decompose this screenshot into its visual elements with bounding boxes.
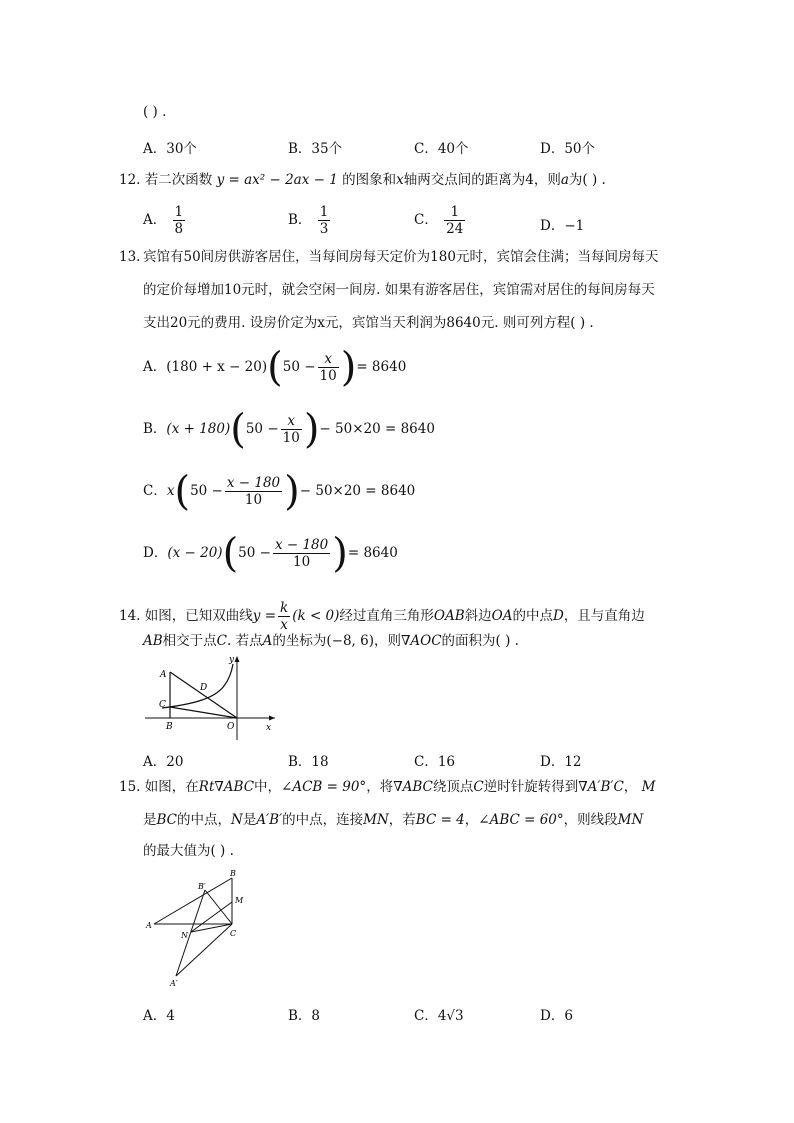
q14-option-b[interactable]: B．18 xyxy=(288,754,329,770)
q13-option-a[interactable]: A．(180 + x − 20)(50 − $\frac{x}{10}$ )= 8640 xyxy=(143,344,407,391)
q13-line-1: 宾馆有50间房供游客居住，当每间房每天定价为180元时，宾馆会住满；当每间房每天 xyxy=(143,249,659,265)
left-paren: ( xyxy=(222,530,239,577)
q15-l2-g: ，则线段 xyxy=(563,812,618,828)
q15-mn-2: MN xyxy=(617,812,644,828)
q15-l1-d: 绕顶点 xyxy=(432,779,474,795)
left-paren: ( xyxy=(230,406,246,453)
left-paren: ( xyxy=(267,344,283,391)
q15-figure xyxy=(140,866,260,990)
q13-c-pre: x xyxy=(166,483,175,499)
q12-option-c-fraction xyxy=(444,204,465,237)
q13-option-d[interactable]: D．(x − 20)(50 − $\frac{x - 180}{10}$ )= 8640 xyxy=(143,530,398,577)
q12-option-b-letter: B． xyxy=(288,212,312,228)
numerator: k xyxy=(280,600,289,616)
q14-l2-b: . 若点 xyxy=(227,633,263,649)
q14-coord: (−8, 6) xyxy=(326,633,374,649)
label-m: M xyxy=(235,896,244,905)
denominator: 10 xyxy=(282,430,300,446)
q12-text-c: 轴两交点间的距离为4，则 xyxy=(403,172,561,188)
q15-option-c[interactable] xyxy=(414,1004,464,1024)
q13-number: 13. xyxy=(119,249,141,265)
numerator: 1 xyxy=(174,204,184,220)
q15-C: C xyxy=(473,779,484,795)
q15-stem-line-2 xyxy=(143,814,643,828)
q14-l2-e: ，则 xyxy=(373,633,401,649)
q14-cond: (k < 0) xyxy=(292,608,340,624)
q12-option-a[interactable] xyxy=(143,204,187,237)
q15-l1-f: ， xyxy=(623,779,638,795)
q15-l1-e: 逆时针旋转得到 xyxy=(483,779,579,795)
q13-b-pre: (x + 180) xyxy=(166,421,231,437)
q14-d: D xyxy=(552,608,564,624)
q15-option-c-letter: C． xyxy=(414,1008,438,1024)
q15-angle-abc: ∠ABC = 60° xyxy=(478,812,564,828)
q12-option-b-fraction xyxy=(318,204,331,237)
denominator: 10 xyxy=(244,492,263,508)
q15-l1-a: 如图，在 xyxy=(144,779,199,795)
q13-b-fraction xyxy=(281,413,302,446)
q15-l2-c: 是 xyxy=(242,812,257,828)
denominator: 8 xyxy=(174,221,184,237)
label-a-prime: A′ xyxy=(170,979,178,988)
q15-l1-c: ，将 xyxy=(366,779,394,795)
q14-l2-d: 的坐标为 xyxy=(272,633,327,649)
q15-option-c-value: 4√3 xyxy=(437,1008,464,1024)
right-paren: ) xyxy=(340,344,357,391)
q15-bc-eq: BC = 4 xyxy=(415,812,465,828)
q13-c-fraction xyxy=(225,475,282,508)
q13-c-in: 50 − xyxy=(190,483,223,499)
q12-number: 12. xyxy=(119,172,141,188)
q14-text-b: 经过直角三角形 xyxy=(339,608,434,624)
right-paren: ) xyxy=(303,406,320,453)
q15-number: 15. xyxy=(119,779,141,795)
label-y: y xyxy=(229,655,235,665)
q14-text-d: 的中点 xyxy=(512,608,553,624)
numerator: x xyxy=(281,413,302,430)
q15-stem-line-3: 的最大值为( ) . xyxy=(143,843,234,859)
q12-option-d[interactable] xyxy=(540,214,584,234)
numerator: 1 xyxy=(319,204,329,220)
right-paren: ) xyxy=(332,530,348,577)
q12-var-x: x xyxy=(396,172,404,188)
q15-mn: MN xyxy=(363,812,389,828)
q13-c-post: − 50×20 = 8640 xyxy=(299,483,416,499)
q11-option-c[interactable]: C．40个 xyxy=(414,141,469,157)
q14-text-e: ，且与直角边 xyxy=(563,608,645,624)
q12-option-d-letter: D． xyxy=(540,218,565,234)
q13-a-post: = 8640 xyxy=(356,359,407,375)
hyperbola-curve xyxy=(162,664,233,708)
numerator: x xyxy=(318,351,339,368)
q11-option-b[interactable]: B．35个 xyxy=(288,141,343,157)
denominator: 10 xyxy=(293,554,311,570)
q12-text-a: 若二次函数 xyxy=(144,172,213,188)
q11-option-a[interactable]: A．30个 xyxy=(143,141,197,157)
q12-formula: y = ax² − 2ax − 1 xyxy=(216,172,338,188)
q14-text-c: 斜边 xyxy=(464,608,492,624)
q12-option-d-value: −1 xyxy=(564,218,585,234)
q13-d-pre: (x − 20) xyxy=(167,545,223,561)
y-axis-arrow xyxy=(235,656,240,662)
q15-a1b1: A′B′ xyxy=(256,812,283,828)
q12-stem xyxy=(119,174,606,188)
q14-l2-a: 相交于点 xyxy=(162,633,217,649)
q12-var-a: a xyxy=(560,172,569,188)
q14-y-eq: y = xyxy=(252,608,277,624)
q15-option-a[interactable]: A．4 xyxy=(143,1008,175,1024)
segment-co xyxy=(170,707,237,718)
q12-text-b: 的图象和 xyxy=(342,172,397,188)
q14-tri2: ∇AOC xyxy=(400,633,442,649)
q14-text-a: 如图，已知双曲线 xyxy=(144,608,253,624)
q14-tri: OAB xyxy=(433,608,465,624)
q15-l1-b: 中， xyxy=(254,779,282,795)
q14-fraction xyxy=(278,600,290,633)
q15-M: M xyxy=(641,779,656,795)
denominator: 3 xyxy=(319,221,329,237)
q12-option-c-letter: C． xyxy=(414,212,438,228)
q14-figure xyxy=(140,652,280,742)
q12-option-a-letter: A． xyxy=(143,212,167,228)
numerator: 1 xyxy=(444,204,465,221)
q14-stem-line-1 xyxy=(119,599,645,633)
q15-l2-d: 的中点，连接 xyxy=(282,812,364,828)
label-a: A xyxy=(146,921,152,930)
numerator: x − 180 xyxy=(274,537,329,553)
label-n: N xyxy=(181,931,188,940)
q13-line-2: 的定价每增加10元时，就会空闲一间房. 如果有游客居住，宾馆需对居住的每间房每天 xyxy=(143,282,655,298)
q14-option-a[interactable]: A．20 xyxy=(143,754,184,770)
label-o: O xyxy=(227,722,235,732)
q15-l2-e: ，若 xyxy=(388,812,416,828)
q14-option-c[interactable]: C．16 xyxy=(414,754,456,770)
q14-A: A xyxy=(262,633,273,649)
q15-l2-a: 是 xyxy=(143,812,157,828)
q13-line-3: 支出20元的费用. 设房价定为x元，宾馆当天利润为8640元. 则可列方程( ) . xyxy=(143,315,594,331)
denominator: 24 xyxy=(446,221,464,237)
q12-option-b[interactable] xyxy=(288,204,332,237)
q12-option-a-fraction xyxy=(173,204,186,237)
label-b: B xyxy=(230,869,236,878)
q13-d-post: = 8640 xyxy=(347,545,398,561)
left-paren: ( xyxy=(174,468,191,515)
label-b-prime: B′ xyxy=(198,882,206,891)
q11-option-d[interactable]: D．50个 xyxy=(540,141,596,157)
denominator: x xyxy=(280,617,288,633)
q14-option-d[interactable]: D．12 xyxy=(540,754,582,770)
q14-ab: AB xyxy=(143,633,163,649)
q13-d-in: 50 − xyxy=(238,545,271,561)
q12-text-d: 为( ) . xyxy=(568,172,606,188)
numerator: x − 180 xyxy=(226,475,281,491)
q14-oa: OA xyxy=(491,608,513,624)
q13-a-fraction xyxy=(318,351,339,384)
q15-tri2: ∇A′B′C xyxy=(578,779,624,795)
q15-option-b[interactable]: B．8 xyxy=(288,1008,321,1024)
q14-stem-line-2 xyxy=(143,635,519,649)
q13-a-pre: (180 + x − 20) xyxy=(166,359,268,375)
q15-l2-b: 的中点， xyxy=(177,812,232,828)
q15-l2-f: ， xyxy=(464,812,479,828)
q12-option-c[interactable] xyxy=(414,204,467,237)
x-axis-arrow xyxy=(269,716,275,721)
q15-N: N xyxy=(231,812,243,828)
q13-b-post: − 50×20 = 8640 xyxy=(319,421,435,437)
q15-bc: BC xyxy=(156,812,178,828)
q13-a-in: 50 − xyxy=(282,359,316,375)
q15-stem-line-1 xyxy=(119,781,655,795)
q14-number: 14. xyxy=(119,608,141,624)
q15-rt: Rt∇ABC xyxy=(198,779,255,795)
q15-option-d[interactable]: D．6 xyxy=(540,1008,573,1024)
label-c: C xyxy=(230,929,237,938)
q15-tri: ∇ABC xyxy=(393,779,433,795)
label-x: x xyxy=(266,723,272,733)
q15-angle-acb: ∠ACB = 90° xyxy=(281,779,367,795)
q13-option-b[interactable]: B．(x + 180)(50 − $\frac{x}{10}$ )− 50×20 = 8640 xyxy=(143,406,435,453)
q11-tail: ( ) . xyxy=(143,104,167,120)
label-b: B xyxy=(166,722,173,732)
denominator: 10 xyxy=(319,368,337,384)
label-a: A xyxy=(160,670,167,680)
q13-b-in: 50 − xyxy=(245,421,279,437)
label-d: D xyxy=(200,683,208,693)
label-c: C xyxy=(159,700,166,710)
right-paren: ) xyxy=(284,468,300,515)
segment-ab xyxy=(154,878,232,924)
q14-c: C xyxy=(216,633,228,649)
q13-d-fraction xyxy=(273,537,330,570)
segment-ao xyxy=(170,672,237,718)
q13-option-c[interactable]: C．x(50 − $\frac{x - 180}{10}$ )− 50×20 = 8640 xyxy=(143,468,416,515)
q14-l2-f: 的面积为( ) . xyxy=(441,633,519,649)
